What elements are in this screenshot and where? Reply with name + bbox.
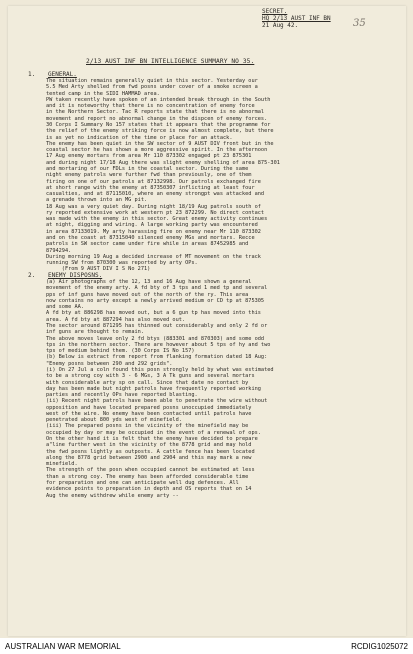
text-line: (a) Air photographs of the 12, 13 and 16 Aug have shown a general: [46, 279, 252, 285]
text-line: 18 Aug was a very quiet day. During night 18/19 Aug patrols south of: [46, 203, 261, 210]
text-line: (b) Below is extract from report from flanking formation dated 18 Aug:: [46, 354, 268, 361]
text-line: penetrated about 800 yds west of minefield.: [46, 417, 182, 424]
text-line: The sector around 871295 has thinned out considerably and only 2 fd or: [46, 322, 268, 329]
text-line: was made with the enemy in this sector. Great enemy activity continues: [46, 216, 268, 223]
text-line: movement of the enemy arty. A fd bty of 3 tps and 1 med tp and several: [46, 285, 268, 292]
text-line: The above moves leave only 2 fd btys (883301 and 870303) and some odd: [46, 335, 265, 342]
text-line: ry reported extensive work at western pt 23 872299. No direct contact: [46, 209, 265, 216]
text-line: evidence points to preparation in depth and OS reports that on 14: [46, 486, 252, 493]
text-line: firing on one of our patrols at 87132998. Our patrols exchanged fire: [46, 178, 261, 185]
text-line: The situation remains generally quiet in this sector. Yesterday our: [46, 78, 258, 84]
header-block: [262, 8, 331, 29]
text-line: in area 87133019. My arty harassing fire on enemy near Mr 110 873302: [46, 228, 261, 235]
text-line: parties and recently OPs have reported blasting.: [46, 392, 198, 399]
section-body: [46, 279, 390, 499]
text-line: During morning 19 Aug a decided increase of MT movement on the track: [46, 253, 261, 260]
text-line: day has been made but night patrols have frequently reported working: [46, 385, 261, 392]
text-line: (i) On 27 Jul a coln found this posn strongly held by what was estimated: [46, 366, 274, 373]
classification-label: SECRET.: [262, 8, 288, 15]
text-line: PW taken recently have spoken of an intended break through in the South: [46, 96, 271, 103]
text-line: in the Northern Sector. Tac R reports state that there is no abnormal: [46, 109, 265, 116]
text-line: (From 9 AUST DIV I S No 271): [46, 266, 151, 273]
text-line: casualties, and at 87115010, where an enemy strongpt was attacked and: [46, 191, 265, 198]
text-line: On the other hand it is felt that the enemy have decided to prepare: [46, 436, 258, 443]
text-line: A fd bty at 886298 has moved out, but a 6 gun tp has moved into this: [46, 310, 261, 317]
section-number: 2.: [28, 272, 36, 279]
text-line: at short range with the enemy at 87350307 inflicting at least four: [46, 184, 255, 191]
text-line: 5.5 Med Arty shelled from fwd posns under cover of a smoke screen a: [46, 84, 258, 91]
text-line: and on the coast at 87315040 silenced enemy MGs and mortars. Recce: [46, 235, 255, 242]
text-line: 8794294.: [46, 247, 72, 254]
text-line: area. A fd bty at 887294 has also moved out.: [46, 316, 186, 323]
text-line: coastal sector he has shown a more aggressive spirit. In the afternoon: [46, 147, 268, 154]
text-line: opposition and have located prepared posns unoccupied immediately: [46, 404, 252, 411]
text-line: and during night 17/18 Aug there was slight enemy shelling of area 875-301: [46, 159, 280, 166]
archive-footer: [0, 638, 413, 654]
text-line: west of the wire. No enemy have been contacted until patrols have: [46, 410, 252, 417]
archive-name: AUSTRALIAN WAR MEMORIAL: [5, 642, 121, 651]
text-line: The enemy has been quiet in the SW sector of 9 AUST DIV front but in the: [46, 140, 274, 147]
text-line: movement and report no abnormal change in the dispcen of enemy forces.: [46, 115, 268, 122]
text-line: the relief of the enemy striking force is now almost complete, but there: [46, 128, 274, 135]
text-line: tps in the northern sector. There are however about 5 tps of hy and two: [46, 341, 271, 348]
header-date: 21 Aug 42.: [262, 22, 299, 29]
text-line: The strength of the posn when occupied cannot be estimated at less: [46, 467, 255, 474]
text-line: than a strong coy. The enemy has been afforded considerable time: [46, 473, 249, 480]
section-body: [46, 78, 390, 273]
pencil-mark: 35: [353, 18, 366, 29]
text-line: a grenade thrown into an MG pit.: [46, 197, 148, 204]
section-number: 1.: [28, 71, 36, 78]
text-line: running SW from 870300 was reported by arty OPs.: [46, 260, 198, 267]
text-line: to be a strong coy with 3 - 6 MGs, 3 A Tk guns and several mortars: [46, 373, 255, 380]
unit-line: HQ 2/13 AUST INF BN: [262, 15, 331, 22]
text-line: 30 Corps I Summary No 157 states that it appears that the programme for: [46, 121, 271, 128]
text-line: for preparation and one can anticipate well dug defences. All: [46, 480, 239, 486]
document-title: 2/13 AUST INF BN INTELLIGENCE SUMMARY NO 35.: [86, 58, 255, 65]
text-line: now contains no arty except a newly arrived medium or CD tp at 875305: [46, 297, 265, 304]
text-line: tps of medium behind them. (30 Corps IS No 157): [46, 348, 195, 355]
text-line: minefield.: [46, 461, 78, 468]
section-heading: ENEMY DISPOSNS.: [48, 272, 103, 279]
text-line: pps of inf guns have moved out of the north of the ry. This area: [46, 291, 249, 298]
text-line: (iii) The prepared posns in the vicinity of the minefield may be: [46, 423, 249, 430]
text-line: a"line further west in the vicinity of the 8778 grid and may hold: [46, 442, 252, 449]
text-line: patrols in SW sector came under fire while in areas 87452985 and: [46, 241, 249, 248]
text-line: inf guns are thought to remain.: [46, 329, 144, 336]
text-line: the fwd posns lightly as outposts. A cattle fence has been located: [46, 448, 255, 455]
text-line: along the 8778 grid between 2900 and 2904 and this may mark a new: [46, 454, 252, 461]
text-line: night enemy patrols were further fwd than previously, one of them: [46, 172, 252, 179]
text-line: and it is noteworthy that there is no concentration of enemy force: [46, 103, 255, 110]
text-line: and mortaring of our FDLs in the coastal sector. During the same: [46, 165, 249, 172]
text-line: at night, digging and wiring. A large working party was encountered: [46, 222, 258, 229]
text-line: is as yet no indication of the time or place for an attack.: [46, 134, 233, 141]
text-line: tented camp in the SIDI HAMMAD area.: [46, 90, 160, 97]
text-line: with considerable arty sp on call. Since that date no contact by: [46, 379, 249, 386]
text-line: 17 Aug enemy mortars from area Mr 110 873302 engaged pt 23 875301: [46, 153, 252, 160]
text-line: Aug the enemy withdrew while enemy arty --: [46, 492, 179, 499]
section-heading: GENERAL.: [48, 71, 77, 78]
text-line: occupied by day or may be occupied in the event of a renewal of ops.: [46, 429, 261, 436]
text-line: (ii) Recent night patrols have been able to penetrate the wire without: [46, 398, 268, 405]
text-line: "Enemy posns between 290 and 292 grids".: [46, 360, 173, 367]
text-line: and some AA.: [46, 304, 84, 311]
archive-reference: RCDIG1025072: [351, 642, 408, 651]
